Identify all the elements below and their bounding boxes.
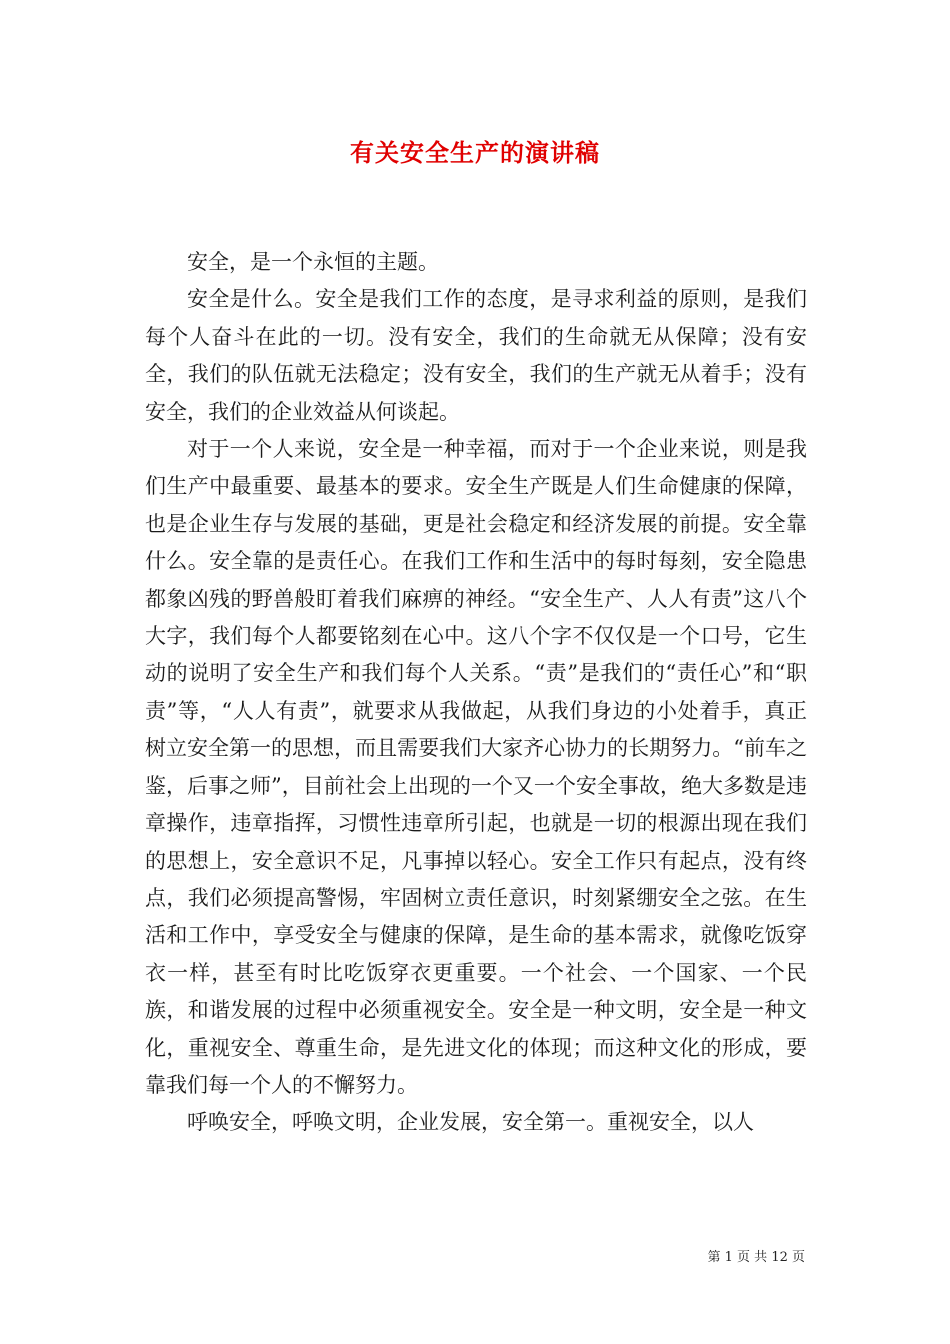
paragraph-1: 安全，是一个永恒的主题。 — [187, 250, 439, 274]
paragraph-2: 安全是什么。安全是我们工作的态度，是寻求利益的原则，是我们每个人奋斗在此的一切。没有安全，我们的生命就无从保障；没有安全，我们的队伍就无法稳定；没有安全，我们的生产就无从着手；没有安全，我们的企业效益从何谈起。 — [145, 287, 807, 424]
document-title: 有关安全生产的演讲稿 — [350, 138, 600, 167]
paragraph-3: 对于一个人来说，安全是一种幸福，而对于一个企业来说，则是我们生产中最重要、最基本的要求。安全生产既是人们生命健康的保障，也是企业生存与发展的基础，更是社会稳定和经济发展的前提。安全靠什么。安全靠的是责任心。在我们工作和生活中的每时每刻，安全隐患都象凶残的野兽般盯着我们麻痹的神经。“安全生产、人人有责”这八个大字，我们每个人都要铭刻在心中。这八个字不仅仅是一个口号，它生动的说明了安全生产和我们每个人关系。“责”是我们的“责任心”和“职责”等，“人人有责”，就要求从我做起，从我们身边的小处着手，真正树立安全第一的思想，而且需要我们大家齐心协力的长期努力。“前车之鉴，后事之师”，目前社会上出现的一个又一个安全事故，绝大多数是违章操作，违章指挥，习惯性违章所引起，也就是一切的根源出现在我们的思想上，安全意识不足，凡事掉以轻心。安全工作只有起点，没有终点，我们必须提高警惕，牢固树立责任意识，时刻紧绷安全之弦。在生活和工作中，享受安全与健康的保障，是生命的基本需求，就像吃饭穿衣一样，甚至有时比吃饭穿衣更重要。一个社会、一个国家、一个民族，和谐发展的过程中必须重视安全。安全是一种文明，安全是一种文化，重视安全、尊重生命，是先进文化的体现；而这种文化的形成，要靠我们每一个人的不懈努力。 — [145, 437, 807, 1097]
paragraph-4: 呼唤安全，呼唤文明，企业发展，安全第一。重视安全，以人 — [187, 1110, 754, 1135]
document-body — [145, 244, 807, 1142]
page-number-footer: 第 1 页 共 12 页 — [707, 1250, 805, 1265]
